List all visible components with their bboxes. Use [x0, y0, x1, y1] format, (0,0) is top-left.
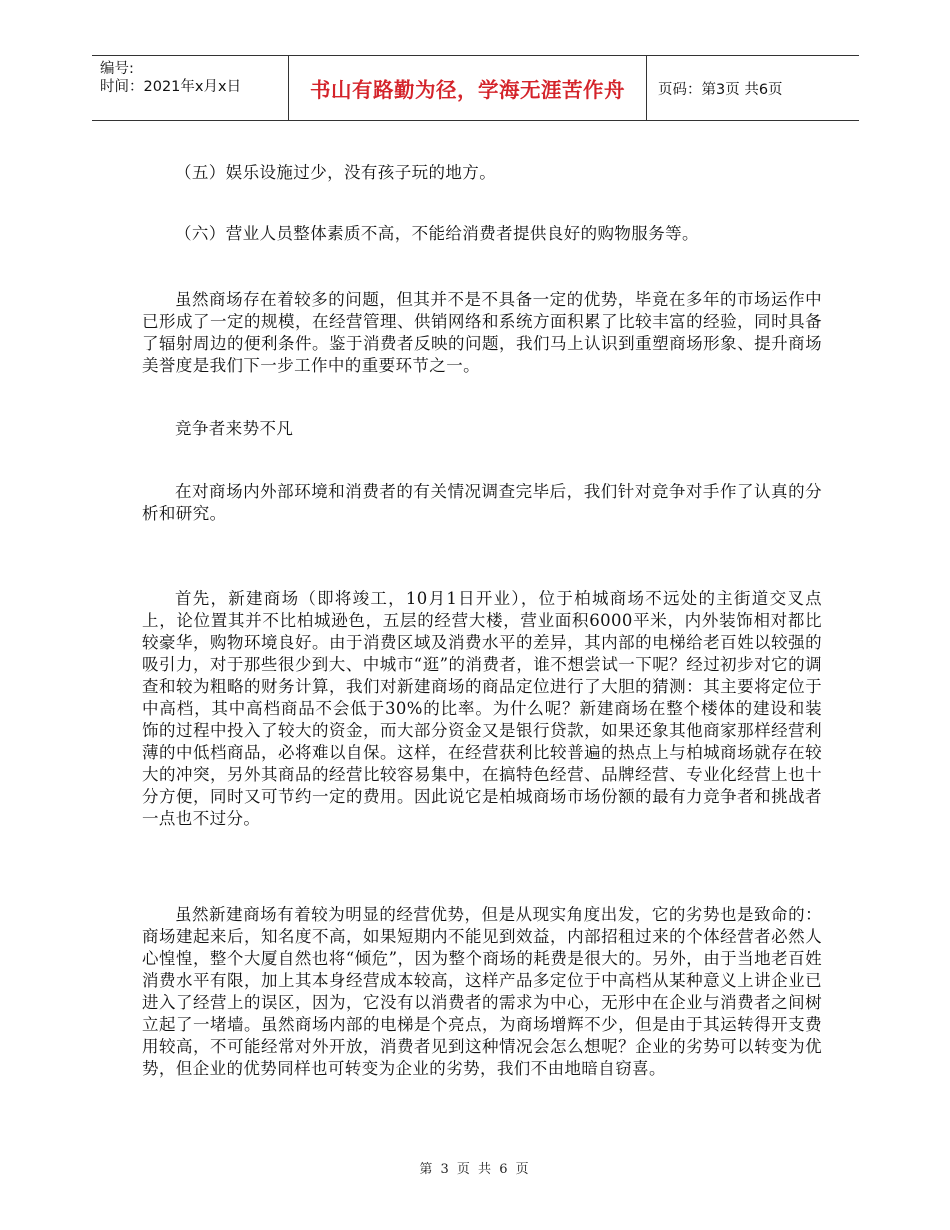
- paragraph-new-mall-weaknesses: 虽然新建商场有着较为明显的经营优势，但是从现实角度出发，它的劣势也是致命的：商场建起来后，知名度不高，如果短期内不能见到效益，内部招租过来的个体经营者必然人心惶惶，整个大厦自然也将“倾危”，因为整个商场的耗费是很大的。另外，由于当地老百姓消费水平有限，加上其本身经营成本较高，这样产品多定位于中高档从某种意义上讲企业已进入了经营上的误区，因为，它没有以消费者的需求为中心，无形中在企业与消费者之间树立起了一堵墙。虽然商场内部的电梯是个亮点，为商场增辉不少，但是由于其运转得开支费用较高，不可能经常对外开放，消费者见到这种情况会怎么想呢？企业的劣势可以转变为优势，但企业的优势同样也可转变为企业的劣势，我们不由地暗自窃喜。: [142, 905, 822, 1078]
- document-time-label: 时间：2021年x月x日: [100, 79, 242, 95]
- paragraph-item-six: （六）营业人员整体素质不高，不能给消费者提供良好的购物服务等。: [175, 224, 699, 243]
- paragraph-item-five: （五）娱乐设施过少，没有孩子玩的地方。: [175, 163, 497, 182]
- header-meta: [100, 60, 280, 96]
- header-page-number: 页码：第3页 共6页: [658, 81, 783, 98]
- page-header: [92, 55, 859, 121]
- document-code-label: 编号:: [100, 61, 134, 77]
- header-motto: 书山有路勤为径，学海无涯苦作舟: [310, 78, 625, 102]
- paragraph-new-mall-advantages: 首先，新建商场（即将竣工，10月1日开业），位于柏城商场不远处的主街道交叉点上，论位置其并不比柏城逊色，五层的经营大楼，营业面积6000平米，内外装饰相对都比较豪华，购物环境良好。由于消费区域及消费水平的差异，其内部的电梯给老百姓以较强的吸引力，对于那些很少到大、中城市“逛”的消费者，谁不想尝试一下呢？经过初步对它的调查和较为粗略的财务计算，我们对新建商场的商品定位进行了大胆的猜测：其主要将定位于中高档，其中高档商品不会低于30%的比率。为什么呢？新建商场在整个楼体的建设和装饰的过程中投入了较大的资金，而大部分资金又是银行贷款，如果还象其他商家那样经营利薄的中低档商品，必将难以自保。这样，在经营获利比较普遍的热点上与柏城商场就存在较大的冲突，另外其商品的经营比较容易集中，在搞特色经营、品牌经营、专业化经营上也十分方便，同时又可节约一定的费用。因此说它是柏城商场市场份额的最有力竞争者和挑战者一点也不过分。: [142, 589, 822, 828]
- paragraph-analysis-intro: 在对商场内外部环境和消费者的有关情况调查完毕后，我们针对竞争对手作了认真的分析和研究。: [142, 482, 822, 523]
- header-divider: [646, 56, 647, 120]
- section-heading-competitor: 竞争者来势不凡: [175, 419, 294, 438]
- page-footer: 第 3 页 共 6 页: [419, 1162, 531, 1177]
- paragraph-strengths: 虽然商场存在着较多的问题，但其并不是不具备一定的优势，毕竟在多年的市场运作中已形成了一定的规模，在经营管理、供销网络和系统方面积累了比较丰富的经验，同时具备了辐射周边的便利条件。鉴于消费者反映的问题，我们马上认识到重塑商场形象、提升商场美誉度是我们下一步工作中的重要环节之一。: [142, 290, 822, 375]
- document-body: [142, 162, 822, 1080]
